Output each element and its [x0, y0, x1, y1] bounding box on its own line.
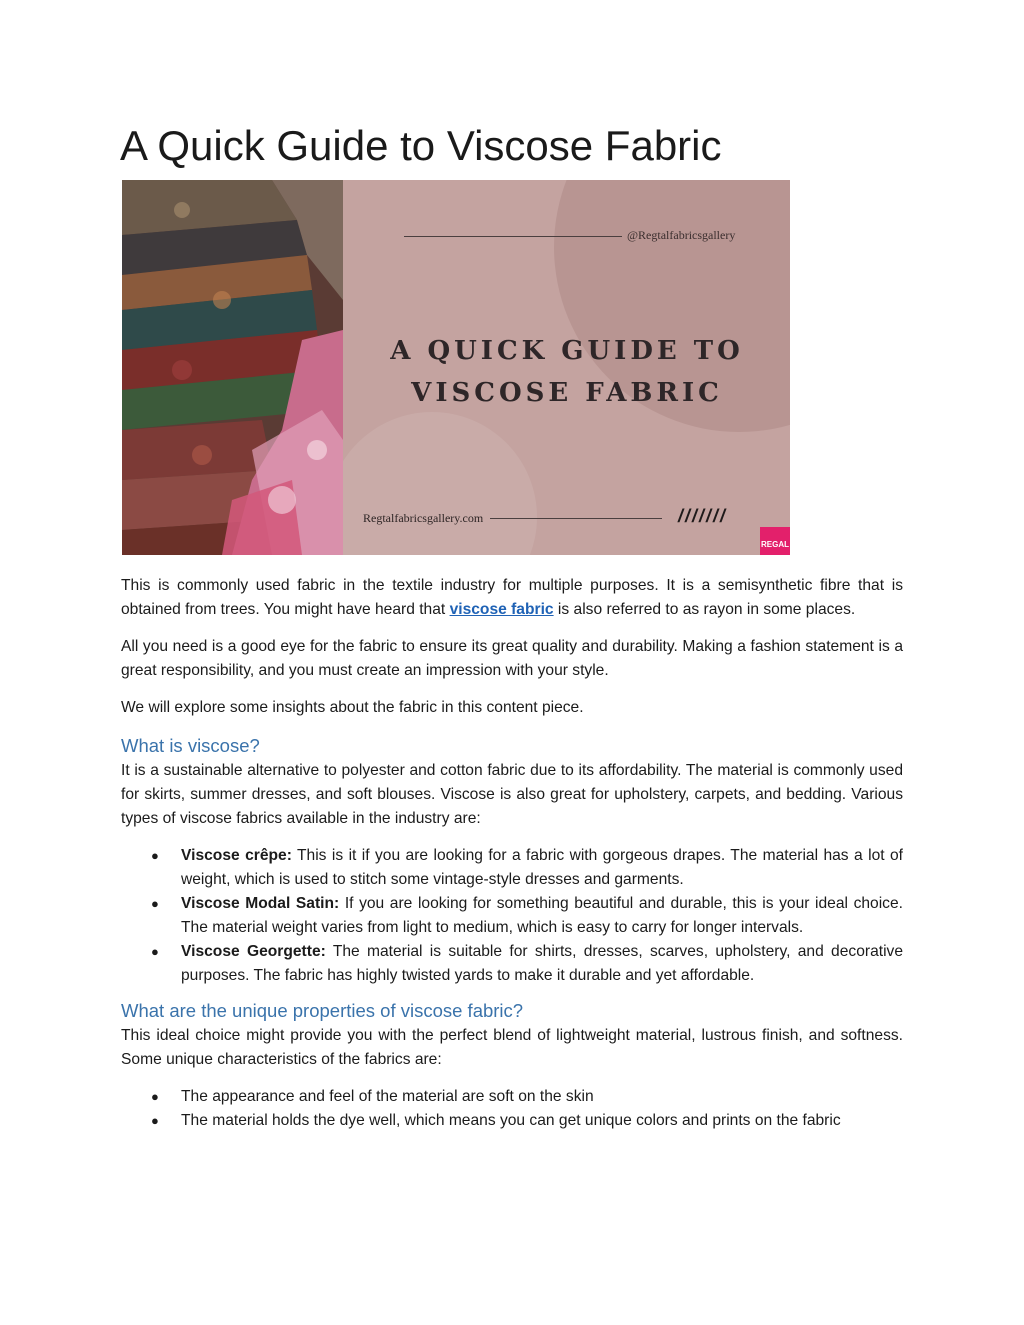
list-item: [121, 1109, 903, 1133]
properties-list: [121, 1085, 903, 1133]
banner-image: [122, 180, 790, 555]
banner-website: Regtalfabricsgallery.com: [363, 511, 484, 525]
section-heading: What are the unique properties of viscose fabric?: [121, 1000, 524, 1021]
banner-slash-decoration: ///////: [678, 506, 728, 526]
bullet-icon: ●: [151, 1113, 159, 1128]
paragraph: It is a sustainable alternative to polyester and cotton fabric due to its affordability. The material is commonly used for skirts, summer dresses, and soft blouses. Viscose is also great for upholstery, carpets, and bedding. Various types of viscose fabrics available in the industry are:: [121, 762, 903, 827]
page-title: A Quick Guide to Viscose Fabric: [120, 122, 722, 169]
viscose-fabric-link[interactable]: viscose fabric: [449, 601, 554, 618]
bullet-icon: ●: [151, 944, 159, 959]
banner-divider: [490, 518, 662, 519]
banner-heading-line: A QUICK GUIDE TO: [390, 336, 744, 366]
paragraph: All you need is a good eye for the fabric to ensure its great quality and durability. Making a fashion statement is a great responsibility, and you must create an impression with your style.: [121, 638, 903, 679]
text-run: is also referred to as rayon in some places.: [553, 601, 856, 618]
bullet-icon: ●: [151, 848, 159, 863]
bullet-icon: ●: [151, 1089, 159, 1104]
list-item-term: Viscose Modal Satin:: [181, 895, 340, 912]
list-item: [121, 892, 903, 940]
list-item-term: Viscose crêpe:: [181, 847, 292, 864]
list-item-text: The material holds the dye well, which means you can get unique colors and prints on the fabric: [181, 1112, 841, 1129]
list-item-text: The material is suitable for shirts, dresses, scarves, upholstery, and decorative purposes. The fabric has highly twisted yards to make it durable and yet affordable.: [181, 943, 904, 984]
banner-decor-circle-small: [327, 412, 537, 555]
list-item-term: Viscose Georgette:: [181, 943, 326, 960]
viscose-types-list: [121, 844, 903, 988]
list-item-text: The appearance and feel of the material are soft on the skin: [181, 1088, 594, 1105]
intro-paragraph: [121, 574, 903, 622]
bullet-icon: ●: [151, 896, 159, 911]
text-run: This is commonly used fabric in the textile industry for multiple purposes. It is a semisynthetic fibre that is obtained from trees. You might have heard that: [121, 577, 903, 618]
banner-divider: [404, 236, 622, 237]
list-item: [121, 844, 903, 892]
fabric-rolls-photo: [122, 180, 343, 555]
section-heading: What is viscose?: [121, 735, 260, 756]
list-item-text: This is it if you are looking for a fabric with gorgeous drapes. The material has a lot of weight, which is used to stitch some vintage-style dresses and garments.: [181, 847, 903, 888]
list-item-text: If you are looking for something beautiful and durable, this is your ideal choice. The material weight varies from light to medium, which is easy to carry for longer intervals.: [181, 895, 903, 936]
list-item: [121, 940, 903, 988]
paragraph: We will explore some insights about the fabric in this content piece.: [121, 699, 584, 716]
list-item: [121, 1085, 903, 1109]
banner-heading: [344, 330, 790, 414]
regal-logo: REGAL: [760, 527, 790, 555]
banner-heading-line: VISCOSE FABRIC: [411, 378, 723, 408]
banner-social-handle: @Regtalfabricsgallery: [627, 228, 736, 242]
paragraph: This ideal choice might provide you with the perfect blend of lightweight material, lustrous finish, and softness. Some unique characteristics of the fabrics are:: [121, 1027, 903, 1068]
article-body: [121, 574, 903, 1133]
